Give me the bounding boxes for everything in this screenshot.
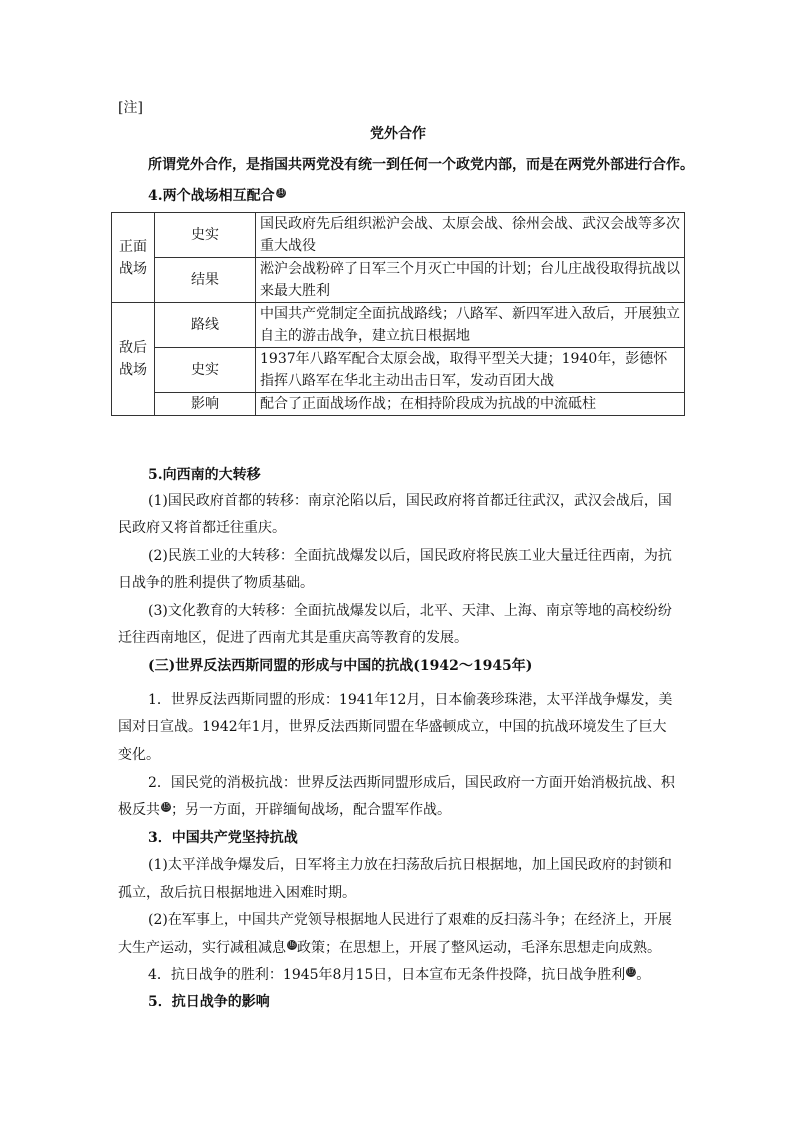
table-row <box>112 303 685 348</box>
table-row <box>112 258 685 303</box>
paragraph-line: 1．世界反法西斯同盟的形成：1941年12月，日本偷袭珍珠港，太平洋战争爆发，美 <box>148 692 673 708</box>
row-label: 路线 <box>155 303 256 348</box>
footnote-marker-icon: ⑯ <box>287 940 297 950</box>
row-label: 史实 <box>155 348 256 393</box>
row-label: 影响 <box>155 393 256 416</box>
back-label-line2: 战场 <box>119 362 147 378</box>
paragraph-text: 极反共 <box>118 802 160 818</box>
paragraph-line: 民政府又将首都迁往重庆。 <box>118 520 286 536</box>
paragraph-line: 日战争的胜利提供了物质基础。 <box>118 575 314 591</box>
paragraph-line <box>118 938 678 958</box>
paragraph-line: 2．国民党的消极抗战：世界反法西斯同盟形成后，国民政府一方面开始消极抗战、积 <box>148 775 675 791</box>
note-header: [注] <box>118 100 143 116</box>
note-body: 所谓党外合作，是指国共两党没有统一到任何一个政党内部，而是在两党外部进行合作。 <box>148 157 694 173</box>
paragraph-line: 孤立，敌后抗日根据地进入困难时期。 <box>118 885 356 901</box>
back-label-line1: 敌后 <box>119 340 147 356</box>
table-row <box>112 393 685 416</box>
paragraph-line: 国对日宣战。1942年1月，世界反法西斯同盟在华盛顿成立，中国的抗战环境发生了巨大 <box>118 719 667 735</box>
row-label: 结果 <box>155 258 256 303</box>
front-label-line2: 战场 <box>119 260 147 277</box>
footnote-marker-icon: ⑮ <box>161 802 171 812</box>
paragraph-text: 政策；在思想上，开展了整风运动，毛泽东思想走向成熟。 <box>297 940 661 956</box>
row-label: 史实 <box>155 213 256 258</box>
paragraph-line: 变化。 <box>118 747 160 763</box>
paragraph-line: (3)文化教育的大转移：全面抗战爆发以后，北平、天津、上海、南京等地的高校纷纷 <box>148 603 672 619</box>
footnote-marker-icon: ⑭ <box>276 188 286 198</box>
section-5-title: 5.向西南的大转移 <box>148 467 261 483</box>
section-4-title <box>148 186 708 206</box>
paragraph-line: (1)太平洋战争爆发后，日军将主力放在扫荡敌后抗日根据地，加上国民政府的封锁和 <box>148 857 672 873</box>
table-row <box>112 348 685 393</box>
row-text: 配合了正面战场作战；在相持阶段成为抗战的中流砥柱 <box>256 393 685 416</box>
paragraph-line <box>148 965 708 985</box>
row-text: 中国共产党制定全面抗战路线；八路军、新四军进入敌后，开展独立自主的游击战争，建立抗日根据地 <box>256 303 685 348</box>
footnote-marker-icon: ⑰ <box>626 967 636 977</box>
row-text: 国民政府先后组织淞沪会战、太原会战、徐州会战、武汉会战等多次重大战役 <box>256 213 685 258</box>
paragraph-line <box>118 800 678 820</box>
front-battlefield-label <box>112 213 155 303</box>
section-3-title: (三)世界反法西斯同盟的形成与中国的抗战(1942～1945年) <box>148 658 533 674</box>
paragraph-line: (2)在军事上，中国共产党领导根据地人民进行了艰难的反扫荡斗争；在经济上，开展 <box>148 912 672 928</box>
row-text: 1937年八路军配合太原会战，取得平型关大捷；1940年，彭德怀指挥八路军在华北主动出击日军，发动百团大战 <box>256 348 685 393</box>
rear-battlefield-label <box>112 303 155 416</box>
front-label-line1: 正面 <box>119 238 147 255</box>
row-text: 淞沪会战粉碎了日军三个月灭亡中国的计划；台儿庄战役取得抗战以来最大胜利 <box>256 258 685 303</box>
paragraph-text: 大生产运动，实行减租减息 <box>118 940 286 956</box>
paragraph-text: 4．抗日战争的胜利：1945年8月15日，日本宣布无条件投降，抗日战争胜利 <box>148 967 626 983</box>
paragraph-line: 迁往西南地区，促进了西南尤其是重庆高等教育的发展。 <box>118 630 468 646</box>
q5-title: 5．抗日战争的影响 <box>148 994 270 1010</box>
q3-title: 3．中国共产党坚持抗战 <box>148 830 298 846</box>
note-title: 党外合作 <box>370 126 426 142</box>
battlefield-table <box>111 212 685 416</box>
paragraph-line: (2)民族工业的大转移：全面抗战爆发以后，国民政府将民族工业大量迁往西南，为抗 <box>148 548 672 564</box>
paragraph-text: ；另一方面，开辟缅甸战场，配合盟军作战。 <box>171 802 451 818</box>
table-row <box>112 213 685 258</box>
section-4-title-text: 4.两个战场相互配合 <box>148 188 275 204</box>
paragraph-text: 。 <box>636 967 651 983</box>
paragraph-line: (1)国民政府首都的转移：南京沦陷以后，国民政府将首都迁往武汉，武汉会战后，国 <box>148 493 672 509</box>
